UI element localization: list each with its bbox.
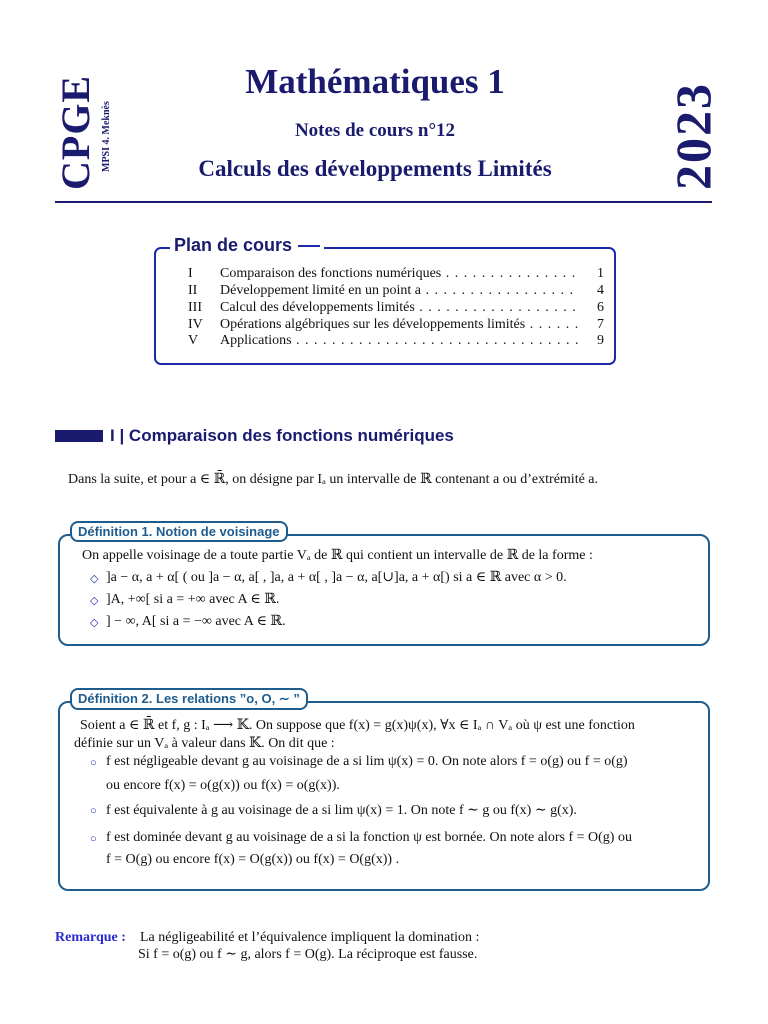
- definition-2-text: définie sur un Vₐ à valeur dans 𝕂. On dit que :: [74, 736, 335, 751]
- definition-2-item: ou encore f(x) = o(g(x)) ou f(x) = o(g(x)).: [106, 778, 340, 793]
- circle-bullet-icon: ○: [90, 805, 97, 817]
- plan-item-number: IV: [188, 317, 203, 332]
- definition-2-text: Soient a ∈ ℝ̄ et f, g : Iₐ ⟶ 𝕂. On suppose que f(x) = g(x)ψ(x), ∀x ∈ Iₐ ∩ Vₐ où ψ est une fonction: [80, 718, 635, 733]
- plan-item-number: II: [188, 283, 198, 298]
- section-intro: Dans la suite, et pour a ∈ ℝ̄, on désigne par Iₐ un intervalle de ℝ contenant a ou d’extrémité a.: [68, 472, 599, 487]
- plan-item-page: 7: [597, 317, 604, 332]
- plan-item-label: Comparaison des fonctions numériques . . .: [220, 266, 578, 282]
- plan-item-label: Développement limité en un point a . . .: [220, 283, 578, 299]
- plan-item-page: 1: [597, 266, 604, 281]
- definition-1-title: Définition 1. Notion de voisinage: [70, 521, 288, 542]
- diamond-bullet-icon: ◇: [90, 595, 99, 607]
- definition-1-item: ] − ∞, A[ si a = −∞ avec A ∈ ℝ.: [106, 614, 286, 629]
- cpge-label: CPGE: [53, 74, 98, 190]
- definition-1-item: ]a − α, a + α[ ( ou ]a − α, a[ , ]a, a + α[ , ]a − α, a[∪]a, a + α[) si a ∈ ℝ avec α > 0.: [106, 570, 567, 585]
- definition-2-item: f est équivalente à g au voisinage de a si lim ψ(x) = 1. On note f ∼ g ou f(x) ∼ g(x).: [106, 803, 577, 818]
- school-label: MPSI 4. Meknès: [101, 101, 112, 172]
- plan-item-page: 6: [597, 300, 604, 315]
- diamond-bullet-icon: ◇: [90, 617, 99, 629]
- document-title: Mathématiques 1: [245, 62, 505, 101]
- plan-item-number: I: [188, 266, 193, 281]
- section-marker: [55, 430, 103, 442]
- plan-item[interactable]: [188, 266, 604, 282]
- remark-label: Remarque :: [55, 930, 126, 945]
- plan-item[interactable]: [188, 333, 604, 349]
- definition-2-item: f est dominée devant g au voisinage de a si la fonction ψ est bornée. On note alors f = O(g) ou: [106, 830, 632, 845]
- remark-text: La négligeabilité et l’équivalence impliquent la domination :: [140, 930, 480, 945]
- remark-text: Si f = o(g) ou f ∼ g, alors f = O(g). La réciproque est fausse.: [138, 947, 478, 962]
- circle-bullet-icon: ○: [90, 757, 97, 769]
- circle-bullet-icon: ○: [90, 833, 97, 845]
- diamond-bullet-icon: ◇: [90, 573, 99, 585]
- plan-item-page: 9: [597, 333, 604, 348]
- plan-item[interactable]: [188, 300, 604, 316]
- definition-2-title: Définition 2. Les relations ”o, O, ∼ ”: [70, 688, 308, 710]
- definition-1-item: ]A, +∞[ si a = +∞ avec A ∈ ℝ.: [106, 592, 280, 607]
- section-title: I | Comparaison des fonctions numériques: [110, 426, 454, 445]
- header-divider: [55, 201, 712, 203]
- plan-item-label: Calcul des développements limités . . .: [220, 300, 578, 316]
- plan-item-page: 4: [597, 283, 604, 298]
- definition-2-item: f est négligeable devant g au voisinage de a si lim ψ(x) = 0. On note alors f = o(g) ou f = o(g): [106, 754, 628, 769]
- plan-item[interactable]: [188, 283, 604, 299]
- definition-2-item: f = O(g) ou encore f(x) = O(g(x)) ou f(x) = O(g(x)) .: [106, 852, 400, 867]
- year-label: 2023: [665, 82, 721, 190]
- definition-1-text: On appelle voisinage de a toute partie Vₐ de ℝ qui contient un intervalle de ℝ de la forme :: [82, 548, 593, 563]
- plan-title: Plan de cours: [170, 235, 324, 256]
- plan-item-number: V: [188, 333, 199, 348]
- course-topic: Calculs des développements Limités: [198, 156, 552, 181]
- plan-item-label: Applications . . .: [220, 333, 578, 349]
- plan-item-label: Opérations algébriques sur les développements limités . . .: [220, 317, 578, 333]
- course-notes-number: Notes de cours n°12: [294, 120, 456, 141]
- plan-item[interactable]: [188, 317, 604, 333]
- plan-item-number: III: [188, 300, 202, 315]
